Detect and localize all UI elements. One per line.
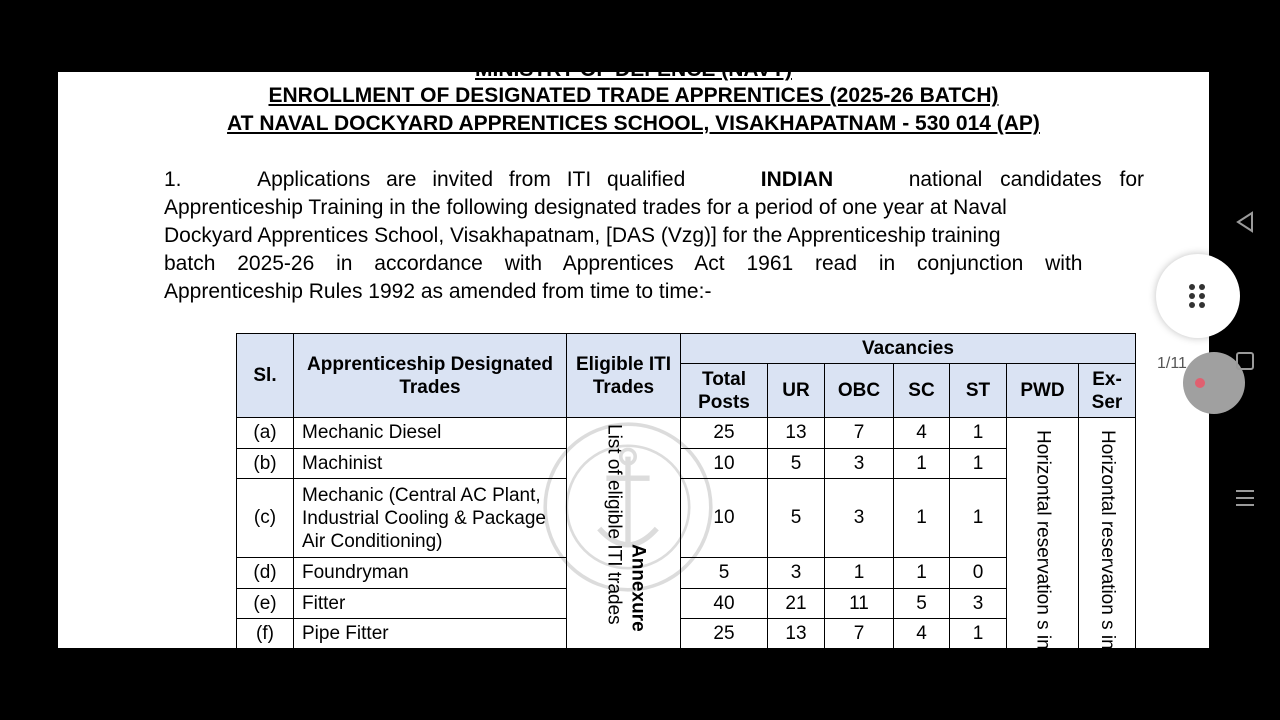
table-row — [237, 448, 1136, 479]
table-row — [237, 418, 1136, 449]
paragraph-1 — [164, 166, 1144, 306]
cell-obc: 3 — [825, 448, 894, 479]
header-obc: OBC — [825, 364, 894, 418]
menu-lines-icon[interactable] — [1234, 487, 1256, 509]
header-sl: Sl. — [237, 334, 294, 418]
cell-trade: Machinist — [294, 448, 567, 479]
cell-obc: 1 — [825, 558, 894, 589]
para-line5-text: Apprenticeship Rules 1992 as amended from time to time:- — [164, 280, 712, 303]
cell-st: 3 — [950, 588, 1007, 619]
back-triangle-icon[interactable] — [1234, 210, 1256, 234]
cell-sl: (e) — [237, 588, 294, 619]
cell-st: 1 — [950, 448, 1007, 479]
cell-sl: (a) — [237, 418, 294, 449]
cell-total: 25 — [681, 619, 768, 650]
cell-trade: Mechanic (Central AC Plant, Industrial Cooling & Package Air Conditioning) — [294, 479, 567, 558]
exser-note: Horizontal reservation s in — [1097, 430, 1118, 650]
cell-trade: Fitter — [294, 588, 567, 619]
cell-sc: 4 — [894, 619, 950, 650]
header-pwd: PWD — [1007, 364, 1079, 418]
para-line3-text: Dockyard Apprentices School, Visakhapatnam, [DAS (Vzg)] for the Apprenticeship training — [164, 224, 1001, 247]
cell-st: 1 — [950, 418, 1007, 449]
para-line4-text: batch 2025-26 in accordance with Apprentices Act 1961 read in conjunction with — [164, 252, 1083, 275]
table-row — [237, 619, 1136, 650]
cell-sl: (b) — [237, 448, 294, 479]
pwd-cell — [1007, 418, 1079, 650]
cell-sc: 5 — [894, 588, 950, 619]
cell-obc: 11 — [825, 588, 894, 619]
para-line2-text: Apprenticeship Training in the following designated trades for a period of one year at Naval — [164, 196, 1007, 219]
para-line-3 — [164, 222, 1144, 250]
cell-ur: 13 — [768, 418, 825, 449]
annexure-label: Annexure — [627, 544, 649, 632]
header-ur: UR — [768, 364, 825, 418]
floating-drag-handle[interactable] — [1156, 254, 1240, 338]
cell-total: 5 — [681, 558, 768, 589]
pwd-note: Horizontal reservation s in — [1032, 430, 1054, 650]
header-vacancies: Vacancies — [681, 334, 1136, 364]
cell-st: 1 — [950, 619, 1007, 650]
header-total: Total Posts — [681, 364, 768, 418]
eligible-trades-cell — [567, 418, 681, 650]
header-cut-line: MINISTRY OF DEFENCE (NAVY) — [475, 58, 792, 81]
cell-total: 10 — [681, 479, 768, 558]
cell-st: 0 — [950, 558, 1007, 589]
header-sc: SC — [894, 364, 950, 418]
cell-total: 10 — [681, 448, 768, 479]
para-line-4 — [164, 250, 1144, 278]
header-eligible: Eligible ITI Trades — [567, 334, 681, 418]
table-row — [237, 588, 1136, 619]
para-line-1 — [164, 166, 1144, 194]
table-row — [237, 479, 1136, 558]
cell-sl: (c) — [237, 479, 294, 558]
cell-trade: Foundryman — [294, 558, 567, 589]
cell-ur: 13 — [768, 619, 825, 650]
header-trades: Apprenticeship Designated Trades — [294, 334, 567, 418]
cell-ur: 3 — [768, 558, 825, 589]
para-line1-bold: INDIAN — [760, 168, 834, 191]
page-indicator: 1/11 — [1157, 355, 1187, 372]
cell-sc: 1 — [894, 558, 950, 589]
cell-ur: 5 — [768, 479, 825, 558]
para-line1-before: Applications are invited from ITI qualified — [257, 168, 686, 191]
cell-sc: 4 — [894, 418, 950, 449]
pdf-page[interactable] — [58, 58, 1209, 650]
eligible-note: List of eligible ITI trades — [603, 424, 625, 625]
header-exser: Ex-Ser — [1079, 364, 1136, 418]
recents-square-icon[interactable] — [1234, 350, 1256, 372]
cell-trade: Pipe Fitter — [294, 619, 567, 650]
cell-ur: 5 — [768, 448, 825, 479]
drag-dots-icon — [1156, 254, 1240, 338]
header-st: ST — [950, 364, 1007, 418]
cell-sc: 1 — [894, 479, 950, 558]
cell-trade: Mechanic Diesel — [294, 418, 567, 449]
header-line-2: AT NAVAL DOCKYARD APPRENTICES SCHOOL, VISAKHAPATNAM - 530 014 (AP) — [227, 112, 1040, 135]
header-line-1: ENROLLMENT OF DESIGNATED TRADE APPRENTICES (2025-26 BATCH) — [268, 84, 999, 107]
cell-st: 1 — [950, 479, 1007, 558]
cell-sc: 1 — [894, 448, 950, 479]
cell-obc: 7 — [825, 619, 894, 650]
cell-obc: 3 — [825, 479, 894, 558]
cell-obc: 7 — [825, 418, 894, 449]
table-row — [237, 558, 1136, 589]
cell-sl: (d) — [237, 558, 294, 589]
para-line-2 — [164, 194, 1144, 222]
para-number: 1. — [164, 168, 182, 191]
cell-total: 40 — [681, 588, 768, 619]
cell-ur: 21 — [768, 588, 825, 619]
para-line-5 — [164, 278, 1144, 306]
cell-total: 25 — [681, 418, 768, 449]
vacancy-table — [236, 333, 1136, 650]
para-line1-after: national candidates for — [908, 168, 1144, 191]
cell-sl: (f) — [237, 619, 294, 650]
exser-cell — [1079, 418, 1136, 650]
